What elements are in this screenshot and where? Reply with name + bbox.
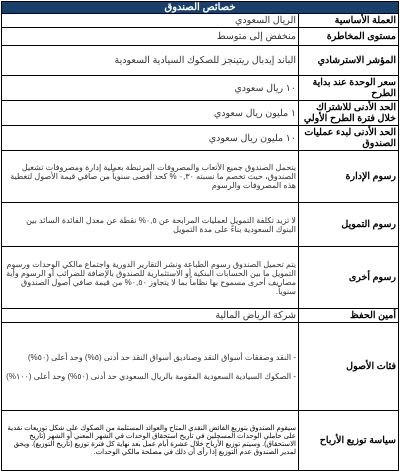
row-label-management-fee: رسوم الإدارة (299, 151, 399, 203)
fund-characteristics-table (1, 1, 399, 471)
table-title: خصائص الصندوق (2, 2, 399, 14)
row-label-min-subscription: الحد الأدنى للاشتراك خلال فترة الطرح الأولي (299, 101, 399, 126)
row-value-min-subscription: ١ مليون ريال سعودي (2, 101, 299, 126)
row-label-min-operations: الحد الأدنى لبدء عمليات الصندوق (299, 126, 399, 151)
row-label-risk-level: مستوى المخاطرة (299, 28, 399, 46)
row-label-other-fees: رسوم أخرى (299, 247, 399, 309)
row-value-asset-classes (2, 323, 299, 411)
row-label-financing-fee: رسوم التمويل (299, 203, 399, 247)
row-value-risk-level: منخفض إلى متوسط (2, 28, 299, 46)
row-value-base-currency: الريال السعودي (2, 14, 299, 28)
row-value-benchmark: الباند إيدبال ريتينجز للصكوك السيادية السعودية (2, 46, 299, 76)
asset-class-cash: - النقد وصفقات أسواق النقد وصناديق أسواق النقد حد أدنى (٥%) وحد أعلى (٥٠%) (27, 352, 296, 362)
row-value-management-fee: يتحمل الصندوق جميع الأتعاب والمصروفات المرتبطة بعملية إدارة ومصروفات تشغيل الصندوق، حيث تخصم ما نسبته ٠,٣٠ % كحد أقصى سنوياً من صافي قيمة الأصول لتغطية هذه المصروفات والرسوم (2, 151, 299, 203)
row-value-dividend-policy: سيقوم الصندوق بتوزيع الفائض النقدي المتاح والعوائد المستلمة من الصكوك على شكل توزيعات نقدية على حاملي الوحدات المسجلين في تاريخ استحقاق الوحدات في الشهر المعني أو الشهر (تاريخ الاستحقاق). وسيتم توزيع الأرباح خلال عشرة أيام عمل بعد نهاية كل فترة توزيع (تاريخ التوزيع). ويحق لمدير الصندوق عدم التوزيع إذا رأى أن ذلك في مصلحة مالكي الوحدات. (2, 411, 299, 471)
row-label-asset-classes: فئات الأصول (299, 323, 399, 411)
asset-class-sukuk: - الصكوك السيادية السعودية المقومة بالريال السعودي حد أدنى (٥٠%) وحد أعلى (١٠٠%) (6, 371, 296, 381)
row-value-custodian: شركة الرياض المالية (2, 309, 299, 323)
row-label-dividend-policy: سياسة توزيع الأرباح (299, 411, 399, 471)
row-label-custodian: أمين الحفظ (299, 309, 399, 323)
row-label-base-currency: العملة الأساسية (299, 14, 399, 28)
row-label-unit-price: سعر الوحدة عند بداية الطرح (299, 76, 399, 101)
row-value-unit-price: ١٠ ريال سعودي (2, 76, 299, 101)
row-value-other-fees: يتم تحميل الصندوق رسوم الطباعة ونشر التقارير الدورية واجتماع مالكي الوحدات ورسوم التمويل ما بين الحسابات البنكية أو الاستثمارية للصندوق بالإضافة للضرائب أو الرسوم وأية مصاريف أخرى مسموح بها نظاماً بما لا يتجاوز ٠,٥٠% من قيمة صافي أصول الصندوق سنوياً. (2, 247, 299, 309)
row-label-benchmark: المؤشر الاسترشادي (299, 46, 399, 76)
row-value-min-operations: ١٠ مليون ريال سعودي (2, 126, 299, 151)
row-value-financing-fee: لا تزيد تكلفة التمويل لعمليات المرابحة عن ٠,٥% نقطة عن معدل الفائدة السائد بين البنوك السعودية بناءً على مدة التمويل (2, 203, 299, 247)
